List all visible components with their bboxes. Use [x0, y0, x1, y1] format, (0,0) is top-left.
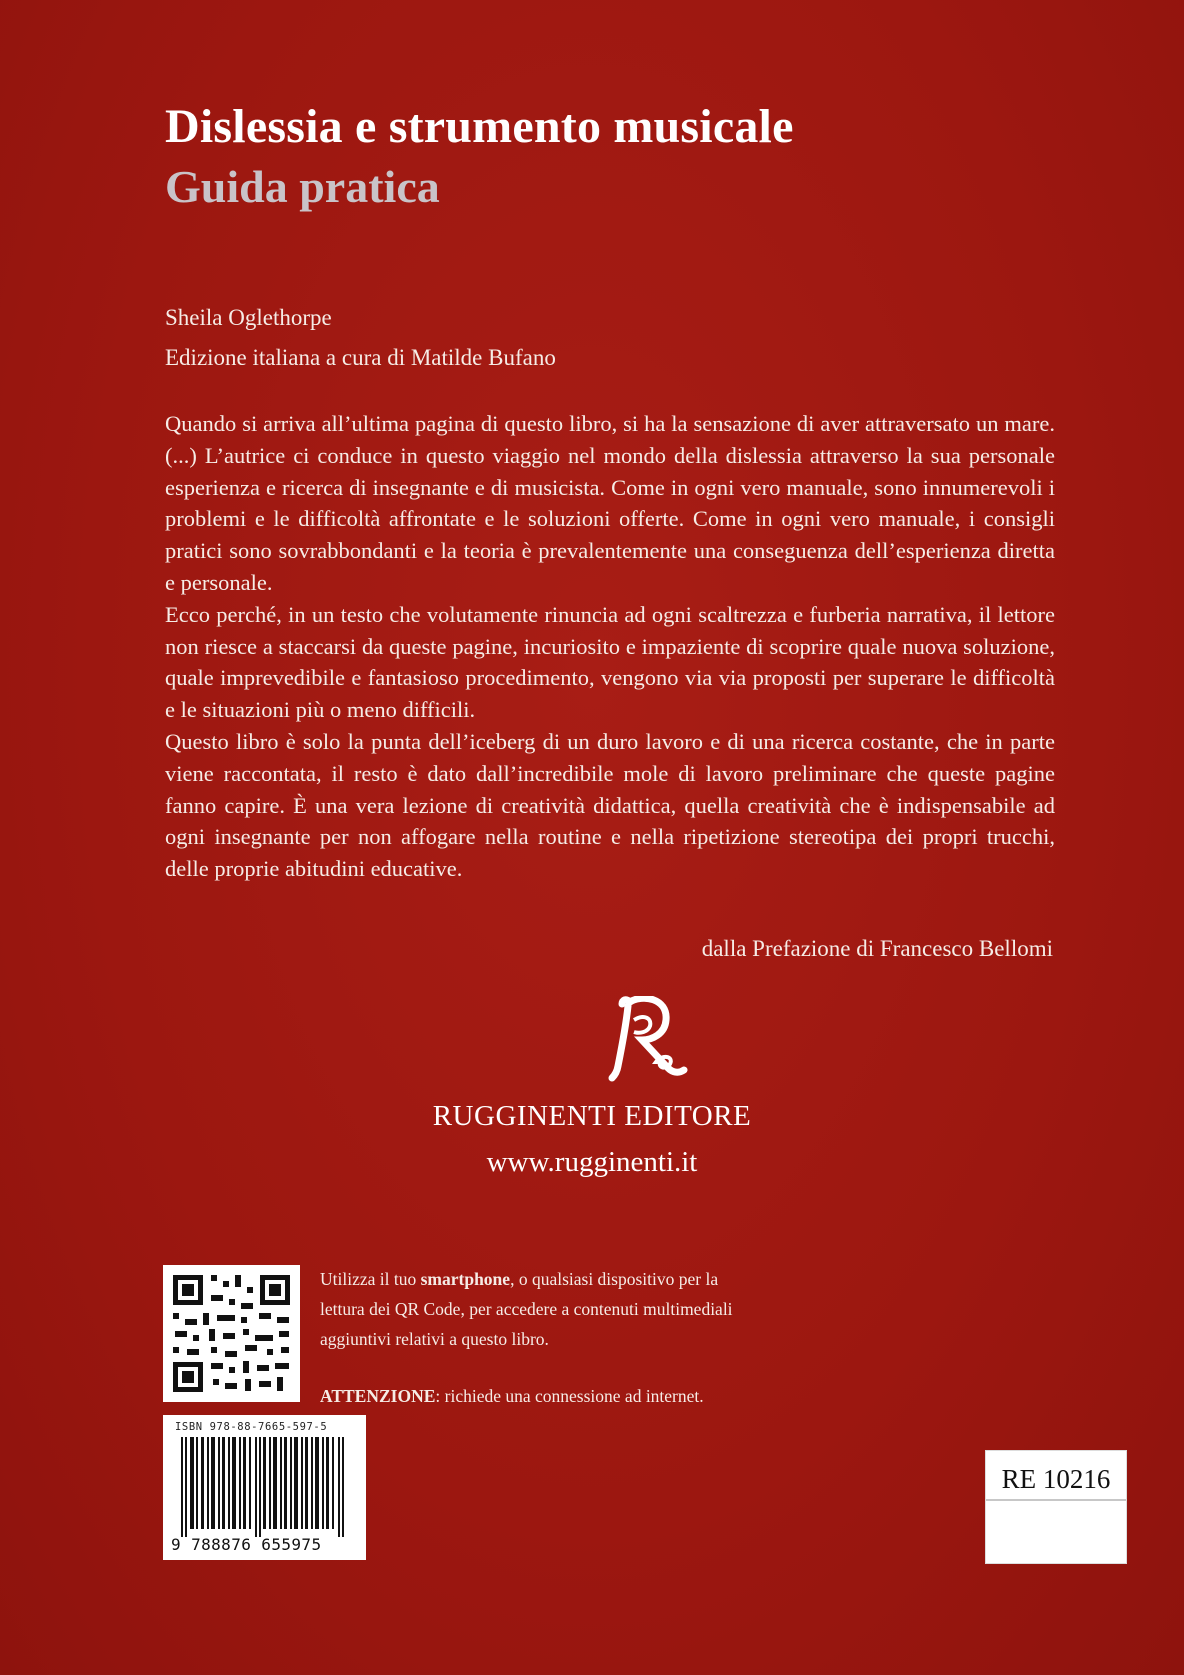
- publisher-website: www.rugginenti.it: [486, 1146, 698, 1178]
- isbn-number: 9 788876 655975: [171, 1535, 322, 1554]
- preface-attribution: dalla Prefazione di Francesco Bellomi: [701, 936, 1053, 961]
- blurb-paragraph: Questo libro è solo la punta dell’iceberg di un duro lavoro e di una ricerca costante, che in parte viene raccontata, il resto è dato dall’incredibile mole di lavoro preliminare che queste pagine fanno capire. È una vera lezione di creatività didattica, quella creatività che è indispensabile ad ogni insegnante per non affogare nella routine e nella ripetizione stereotipa dei propri trucchi, delle proprie abitudini educative.: [165, 728, 1055, 882]
- qr-instructions-bold: smartphone: [420, 1269, 511, 1289]
- author-name: Sheila Oglethorpe: [165, 305, 332, 330]
- isbn-barcode: [163, 1415, 366, 1560]
- qr-code: [163, 1265, 300, 1402]
- qr-instructions: [320, 1264, 760, 1354]
- isbn-label: ISBN 978-88-7665-597-5: [175, 1421, 328, 1433]
- qr-code-icon: [163, 1265, 300, 1402]
- blurb-paragraph: Quando si arriva all’ultima pagina di questo libro, si ha la sensazione di aver attraversato un mare. (...) L’autrice ci conduce in questo viaggio nel mondo della dislessia attraverso la sua personale esperienza e ricerca di insegnante e di musicista. Come in ogni vero manuale, sono innumerevoli i problemi e le difficoltà affrontate e le soluzioni offerte. Come in ogni vero manuale, i consigli pratici sono sovrabbondanti e la teoria è prevalentemente una conseguenza dell’esperienza diretta e personale.: [165, 411, 1055, 595]
- publisher-logo-icon: [608, 996, 690, 1082]
- blurb-paragraph: Ecco perché, in un testo che volutamente rinuncia ad ogni scaltrezza e furberia narrativa, il lettore non riesce a staccarsi da queste pagine, incuriosito e impaziente di scoprire quale nuova soluzione, quale imprevedibile e fantasioso procedimento, vengono via via proposti per superare le difficoltà e le situazioni più o meno difficili.: [165, 601, 1055, 723]
- attention-text: : richiede una connessione ad internet.: [435, 1386, 704, 1406]
- catalog-code-box: [985, 1450, 1127, 1564]
- book-subtitle: Guida pratica: [165, 161, 440, 212]
- qr-instructions-text: , o qualsiasi dispositivo per la lettura dei QR Code, per accedere a contenuti multimediali aggiuntivi relativi a questo libro.: [320, 1269, 733, 1349]
- publisher-name: RUGGINENTI EDITORE: [432, 1100, 752, 1132]
- editor-credit: Edizione italiana a cura di Matilde Bufano: [165, 345, 556, 370]
- book-title: Dislessia e strumento musicale: [165, 100, 794, 153]
- attention-note: [320, 1386, 704, 1407]
- blurb-text: [165, 408, 1055, 885]
- qr-instructions-text: Utilizza il tuo: [320, 1269, 421, 1289]
- attention-label: ATTENZIONE: [320, 1386, 436, 1406]
- catalog-code: RE 10216: [986, 1459, 1126, 1501]
